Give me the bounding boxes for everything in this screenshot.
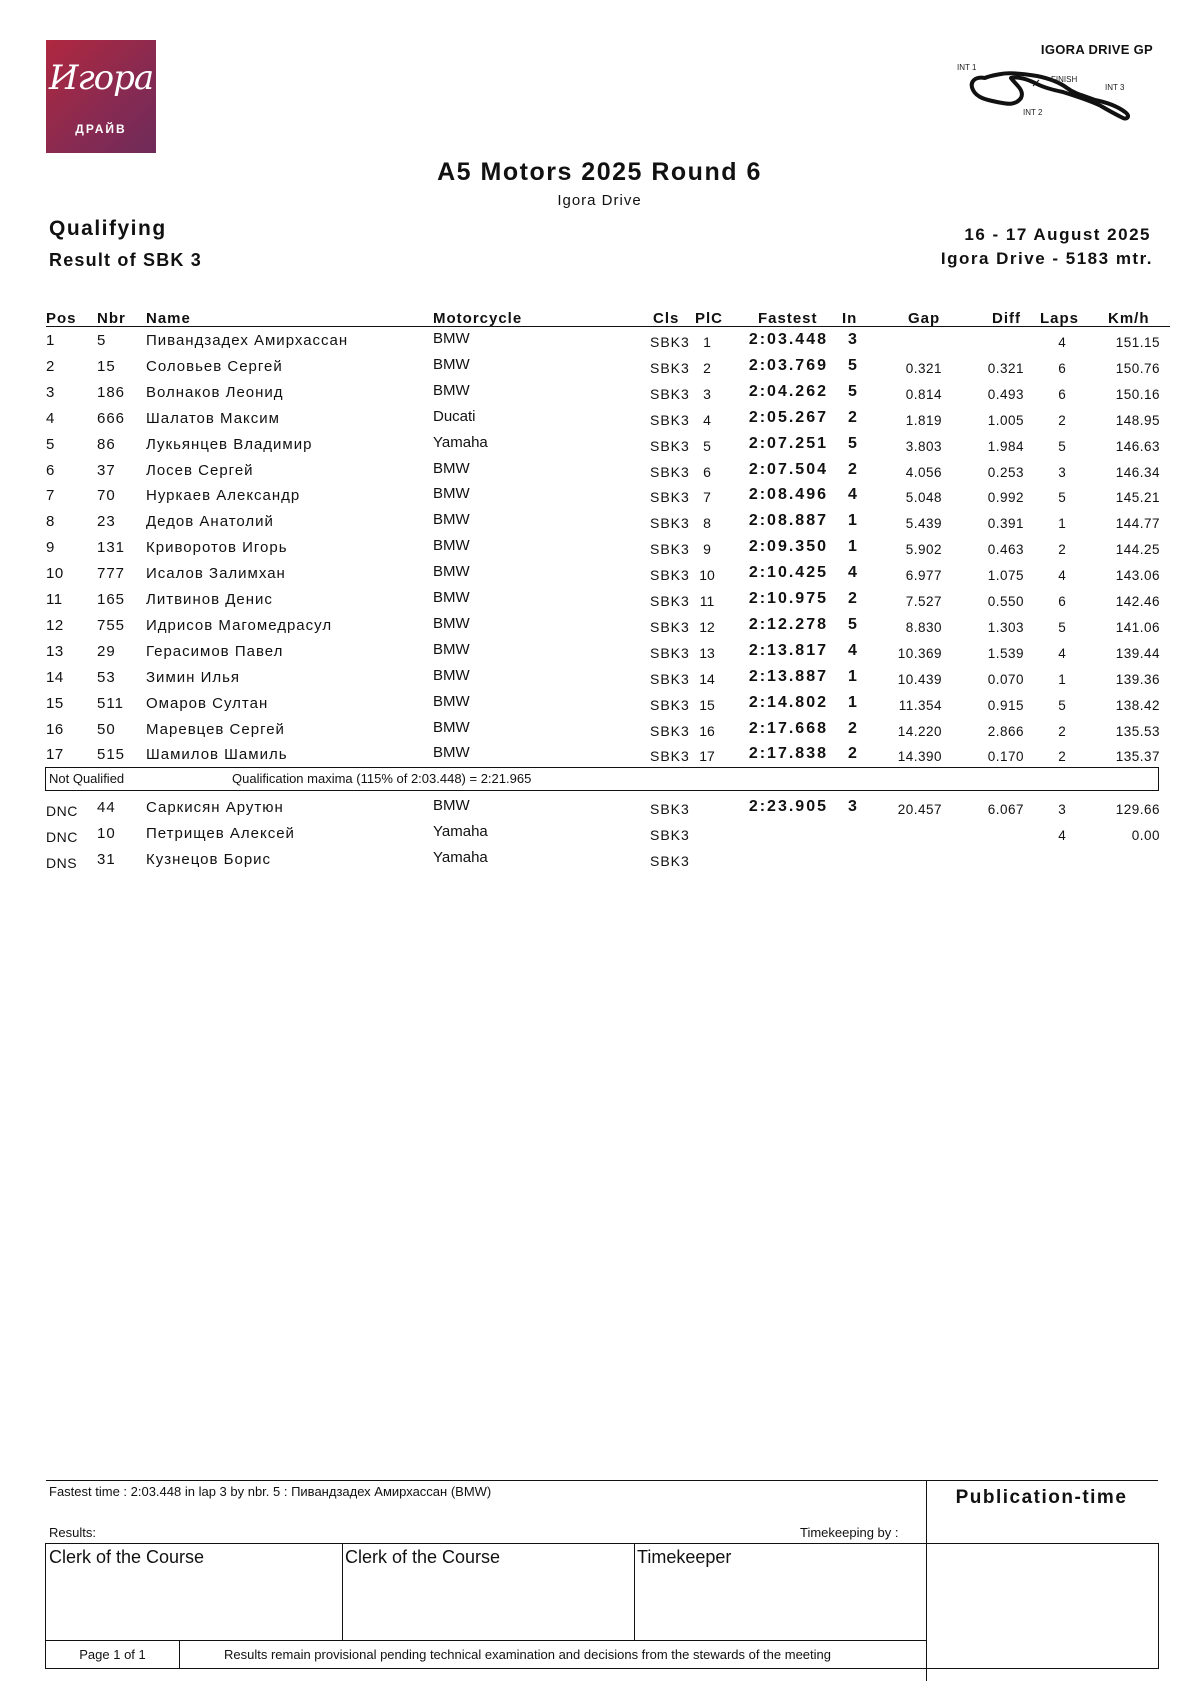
number-cell: 37	[97, 461, 116, 479]
class-place-cell: 10	[699, 567, 715, 584]
gap-cell: 14.220	[897, 723, 942, 739]
class-cell: SBK3	[650, 489, 690, 506]
diff-cell: 0.550	[987, 594, 1024, 609]
class-cell: SBK3	[650, 748, 690, 765]
laps-cell: 1	[1058, 516, 1066, 532]
fastest-lap-cell: 2:09.350	[748, 538, 828, 556]
gap-cell: 3.803	[905, 438, 942, 454]
fastest-lap-cell: 2:08.496	[748, 486, 828, 504]
gap-cell: 0.814	[905, 386, 942, 402]
rider-name-cell: Литвинов Денис	[146, 591, 273, 608]
fastest-lap-number-cell: 4	[848, 641, 857, 659]
fastest-lap-cell: 2:17.838	[748, 745, 828, 763]
laps-cell: 6	[1058, 360, 1066, 376]
header-divider	[46, 326, 1170, 327]
speed-cell: 146.63	[1115, 438, 1160, 454]
fastest-lap-cell: 2:04.262	[748, 382, 828, 400]
motorcycle-cell: BMW	[433, 614, 470, 632]
position-cell: 2	[46, 357, 55, 375]
motorcycle-cell: Yamaha	[433, 433, 488, 451]
table-row	[0, 641, 1199, 667]
page-number: Page 1 of 1	[46, 1641, 180, 1669]
position-cell: 12	[46, 616, 64, 634]
table-row	[0, 693, 1199, 719]
class-place-cell: 11	[699, 593, 715, 609]
logo-script-text: Игора	[48, 58, 154, 98]
table-row	[0, 797, 1199, 823]
motorcycle-cell: BMW	[433, 330, 470, 347]
timekeeping-label: Timekeeping by :	[800, 1525, 899, 1540]
diff-cell: 0.992	[987, 490, 1024, 506]
rider-name-cell: Исалов Залимхан	[146, 565, 286, 583]
speed-cell: 129.66	[1115, 802, 1160, 817]
diff-cell: 0.391	[987, 516, 1024, 532]
gap-cell: 8.830	[905, 619, 942, 635]
fastest-lap-number-cell: 4	[848, 564, 857, 582]
motorcycle-cell: BMW	[433, 666, 470, 684]
column-header-diff: Diff	[992, 310, 1021, 327]
rider-name-cell: Криворотов Игорь	[146, 539, 288, 557]
table-row	[0, 511, 1199, 537]
fastest-lap-number-cell: 5	[848, 382, 857, 400]
number-cell: 10	[97, 824, 116, 842]
motorcycle-cell: BMW	[433, 355, 470, 373]
track-map-title: IGORA DRIVE GP	[1040, 42, 1153, 57]
gap-cell: 5.048	[905, 490, 942, 506]
motorcycle-cell: BMW	[433, 589, 470, 606]
speed-cell: 145.21	[1115, 490, 1160, 506]
laps-cell: 4	[1058, 335, 1066, 350]
laps-cell: 5	[1058, 490, 1066, 506]
laps-cell: 2	[1058, 542, 1066, 558]
fastest-lap-cell: 2:13.817	[748, 641, 828, 659]
diff-cell: 2.866	[987, 723, 1024, 739]
rider-name-cell: Лосев Сергей	[146, 461, 254, 479]
fastest-lap-number-cell: 2	[848, 719, 857, 737]
speed-cell: 139.44	[1115, 645, 1160, 661]
rider-name-cell: Идрисов Магомедрасул	[146, 616, 333, 634]
table-row	[0, 382, 1199, 408]
gap-cell: 4.056	[905, 464, 942, 480]
laps-cell: 1	[1058, 671, 1066, 687]
diff-cell: 1.984	[987, 438, 1024, 454]
fastest-lap-number-cell: 5	[848, 615, 857, 633]
fastest-lap-cell: 2:13.887	[748, 667, 828, 685]
diff-cell: 0.070	[987, 671, 1024, 687]
number-cell: 29	[97, 642, 116, 660]
table-row	[0, 667, 1199, 693]
class-cell: SBK3	[650, 852, 690, 869]
gap-cell: 1.819	[905, 412, 942, 428]
rider-name-cell: Петрищев Алексей	[146, 824, 295, 842]
not-qualified-bar	[45, 767, 1159, 791]
fastest-lap-cell: 2:10.425	[748, 564, 828, 582]
position-cell: 16	[46, 720, 64, 738]
motorcycle-cell: Yamaha	[433, 848, 488, 866]
class-cell: SBK3	[650, 722, 690, 739]
fastest-lap-cell: 2:14.802	[748, 693, 828, 711]
position-cell: 11	[46, 591, 63, 608]
laps-cell: 2	[1058, 749, 1066, 765]
class-place-cell: 15	[699, 696, 715, 713]
column-header-nbr: Nbr	[97, 310, 126, 327]
fastest-lap-number-cell: 2	[848, 460, 857, 478]
rider-name-cell: Шалатов Максим	[146, 409, 280, 427]
rider-name-cell: Пивандзадех Амирхассан	[146, 332, 349, 349]
table-row	[0, 589, 1199, 615]
number-cell: 186	[97, 383, 126, 401]
rider-name-cell: Герасимов Павел	[146, 642, 284, 660]
fastest-lap-cell: 2:08.887	[748, 512, 828, 530]
track-label-int1: INT 1	[957, 63, 977, 72]
diff-cell: 0.321	[987, 360, 1024, 376]
speed-cell: 148.95	[1115, 412, 1160, 428]
number-cell: 50	[97, 720, 116, 738]
class-cell: SBK3	[650, 437, 690, 454]
table-row	[0, 849, 1199, 875]
column-header-cls: Cls	[653, 310, 680, 327]
class-cell: SBK3	[650, 644, 690, 661]
track-label-int3: INT 3	[1105, 83, 1125, 92]
speed-cell: 138.42	[1115, 697, 1160, 713]
position-cell: DNC	[46, 828, 78, 845]
motorcycle-cell: BMW	[433, 744, 470, 762]
rider-name-cell: Нуркаев Александр	[146, 487, 301, 505]
class-cell: SBK3	[650, 463, 690, 480]
fastest-lap-cell: 2:05.267	[748, 408, 828, 426]
table-row	[0, 485, 1199, 511]
fastest-lap-number-cell: 3	[848, 331, 857, 348]
fastest-lap-number-cell: 2	[848, 408, 857, 426]
class-cell: SBK3	[650, 618, 690, 635]
speed-cell: 150.76	[1115, 360, 1160, 376]
table-row	[0, 330, 1199, 356]
signature-cell-clerk-2	[342, 1544, 635, 1640]
speed-cell: 150.16	[1115, 386, 1160, 402]
rider-name-cell: Омаров Султан	[146, 694, 269, 712]
number-cell: 15	[97, 357, 116, 375]
column-header-name: Name	[146, 310, 191, 327]
diff-cell: 1.303	[987, 619, 1024, 635]
position-cell: 1	[46, 332, 55, 349]
number-cell: 755	[97, 616, 126, 634]
column-header-pos: Pos	[46, 310, 77, 327]
column-header-motorcycle: Motorcycle	[433, 310, 523, 327]
class-place-cell: 3	[703, 385, 711, 402]
event-title: A5 Motors 2025 Round 6	[437, 158, 762, 186]
laps-cell: 2	[1058, 412, 1066, 428]
laps-cell: 5	[1058, 438, 1066, 454]
motorcycle-cell: BMW	[433, 381, 470, 399]
organizer-logo	[46, 40, 156, 153]
class-place-cell: 6	[703, 463, 711, 480]
table-row	[0, 615, 1199, 641]
motorcycle-cell: Ducati	[433, 407, 476, 425]
diff-cell: 6.067	[987, 802, 1024, 817]
number-cell: 511	[97, 694, 124, 712]
class-place-cell: 1	[703, 334, 711, 350]
gap-cell: 11.354	[898, 697, 942, 713]
speed-cell: 144.25	[1115, 542, 1160, 558]
footer-bottom-row	[46, 1640, 926, 1669]
motorcycle-cell: BMW	[433, 718, 470, 736]
class-place-cell: 2	[703, 359, 711, 376]
gap-cell: 10.439	[897, 671, 942, 687]
position-cell: 7	[46, 487, 55, 505]
table-row	[0, 408, 1199, 434]
speed-cell: 144.77	[1115, 516, 1160, 532]
motorcycle-cell: BMW	[433, 485, 470, 503]
motorcycle-cell: BMW	[433, 797, 470, 814]
class-place-cell: 4	[703, 411, 711, 428]
diff-cell: 0.915	[987, 697, 1024, 713]
class-place-cell: 14	[699, 670, 715, 687]
laps-cell: 3	[1058, 802, 1066, 817]
position-cell: DNS	[46, 854, 78, 871]
laps-cell: 6	[1058, 386, 1066, 402]
motorcycle-cell: BMW	[433, 537, 470, 555]
fastest-lap-number-cell: 1	[848, 667, 857, 685]
motorcycle-cell: BMW	[433, 511, 470, 529]
rider-name-cell: Кузнецов Борис	[146, 850, 272, 868]
rider-name-cell: Маревцев Сергей	[146, 720, 285, 738]
class-cell: SBK3	[650, 696, 690, 713]
number-cell: 165	[97, 591, 126, 608]
number-cell: 53	[97, 668, 116, 686]
fastest-lap-cell: 2:12.278	[748, 615, 828, 633]
signature-box	[45, 1543, 1159, 1669]
provisional-disclaimer: Results remain provisional pending technical examination and decisions from the stewards of the meeting	[224, 1647, 831, 1662]
position-cell: 8	[46, 513, 55, 531]
class-cell: SBK3	[650, 334, 690, 350]
laps-cell: 4	[1058, 568, 1066, 584]
rider-name-cell: Лукьянцев Владимир	[146, 435, 313, 453]
fastest-lap-number-cell: 5	[848, 434, 857, 452]
column-header-fastest: Fastest	[758, 310, 818, 327]
class-place-cell: 16	[699, 722, 715, 739]
laps-cell: 4	[1058, 827, 1066, 843]
class-place-cell: 9	[703, 541, 711, 558]
fastest-time-note: Fastest time : 2:03.448 in lap 3 by nbr. 5 : Пивандзадех Амирхассан (BMW)	[49, 1484, 492, 1499]
rider-name-cell: Волнаков Леонид	[146, 383, 284, 401]
laps-cell: 4	[1058, 645, 1066, 661]
signature-cell-timekeeper	[634, 1544, 927, 1640]
footer-divider	[46, 1480, 926, 1481]
fastest-lap-cell: 2:07.251	[748, 434, 828, 452]
speed-cell: 142.46	[1115, 594, 1160, 609]
class-place-cell: 17	[699, 748, 715, 765]
laps-cell: 3	[1058, 464, 1066, 480]
motorcycle-cell: BMW	[433, 692, 470, 710]
rider-name-cell: Шамилов Шамиль	[146, 746, 288, 764]
number-cell: 777	[97, 565, 126, 583]
diff-cell: 0.253	[987, 464, 1024, 480]
class-place-cell: 8	[703, 515, 711, 532]
track-map-icon	[955, 60, 1155, 140]
position-cell: 14	[46, 668, 64, 686]
track-label-finish: FINISH	[1051, 75, 1078, 84]
class-cell: SBK3	[650, 541, 690, 558]
number-cell: 86	[97, 435, 116, 453]
track-label-int2: INT 2	[1023, 108, 1043, 117]
speed-cell: 141.06	[1115, 619, 1160, 635]
number-cell: 5	[97, 332, 107, 349]
table-row	[0, 434, 1199, 460]
position-cell: 13	[46, 642, 64, 660]
fastest-lap-number-cell: 5	[848, 356, 857, 374]
number-cell: 131	[97, 539, 126, 557]
fastest-lap-number-cell: 1	[848, 538, 857, 556]
table-row	[0, 537, 1199, 563]
column-header-laps: Laps	[1040, 310, 1080, 327]
diff-cell: 0.463	[987, 542, 1024, 558]
diff-cell: 1.075	[987, 568, 1024, 584]
gap-cell: 5.439	[905, 516, 942, 532]
number-cell: 515	[97, 746, 126, 764]
gap-cell: 7.527	[905, 594, 942, 609]
class-cell: SBK3	[650, 826, 690, 843]
qualification-maxima-note: Qualification maxima (115% of 2:03.448) = 2:21.965	[232, 771, 532, 786]
class-cell: SBK3	[650, 411, 690, 428]
signature-label: Clerk of the Course	[345, 1547, 501, 1567]
number-cell: 666	[97, 409, 126, 427]
position-cell: 9	[46, 539, 55, 557]
speed-cell: 146.34	[1115, 464, 1160, 480]
class-place-cell: 13	[699, 644, 715, 661]
results-label: Results:	[49, 1525, 96, 1540]
rider-name-cell: Соловьев Сергей	[146, 357, 283, 375]
signature-label: Timekeeper	[637, 1547, 732, 1567]
table-row	[0, 460, 1199, 486]
speed-cell: 135.37	[1115, 749, 1160, 765]
signature-label: Clerk of the Course	[49, 1547, 205, 1567]
table-row	[0, 823, 1199, 849]
position-cell: 6	[46, 461, 55, 479]
event-venue: Igora Drive	[557, 192, 642, 209]
class-place-cell: 12	[699, 618, 715, 635]
gap-cell: 10.369	[897, 645, 942, 661]
gap-cell: 6.977	[905, 568, 942, 584]
publication-time-label: Publication-time	[955, 1487, 1128, 1508]
fastest-lap-cell: 2:10.975	[748, 590, 828, 607]
class-cell: SBK3	[650, 670, 690, 687]
speed-cell: 0.00	[1131, 827, 1160, 843]
class-cell: SBK3	[650, 385, 690, 402]
number-cell: 70	[97, 487, 116, 505]
fastest-lap-cell: 2:07.504	[748, 460, 828, 478]
speed-cell: 151.15	[1115, 335, 1160, 350]
diff-cell: 0.493	[987, 386, 1024, 402]
signature-cell-clerk-1	[46, 1544, 343, 1640]
gap-cell: 5.902	[905, 542, 942, 558]
rider-name-cell: Зимин Илья	[146, 668, 241, 686]
session-result-title: Result of SBK 3	[49, 250, 203, 270]
fastest-lap-number-cell: 2	[848, 745, 857, 763]
diff-cell: 1.005	[987, 412, 1024, 428]
laps-cell: 2	[1058, 723, 1066, 739]
class-cell: SBK3	[650, 593, 690, 609]
fastest-lap-number-cell: 1	[848, 512, 857, 530]
gap-cell: 20.457	[897, 802, 942, 817]
fastest-lap-number-cell: 4	[848, 486, 857, 504]
speed-cell: 139.36	[1115, 671, 1160, 687]
motorcycle-cell: BMW	[433, 563, 470, 581]
column-header-gap: Gap	[908, 310, 941, 327]
column-header-kmh: Km/h	[1108, 310, 1150, 327]
number-cell: 44	[97, 799, 116, 816]
position-cell: 4	[46, 409, 55, 427]
session-title: Qualifying	[49, 217, 167, 240]
diff-cell: 0.170	[987, 749, 1024, 765]
laps-cell: 6	[1058, 594, 1066, 609]
position-cell: 10	[46, 565, 64, 583]
rider-name-cell: Саркисян Арутюн	[146, 799, 284, 816]
table-row	[0, 563, 1199, 589]
column-header-plc: PlC	[695, 310, 724, 327]
gap-cell: 0.321	[905, 360, 942, 376]
class-cell: SBK3	[650, 515, 690, 532]
class-cell: SBK3	[650, 801, 690, 817]
position-cell: 5	[46, 435, 55, 453]
laps-cell: 5	[1058, 697, 1066, 713]
fastest-lap-cell: 2:03.769	[748, 356, 828, 374]
class-cell: SBK3	[650, 567, 690, 584]
fastest-lap-cell: 2:23.905	[748, 798, 828, 815]
class-cell: SBK3	[650, 359, 690, 376]
position-cell: DNC	[46, 803, 78, 819]
class-place-cell: 7	[703, 489, 711, 506]
position-cell: 17	[46, 746, 64, 764]
fastest-lap-cell: 2:03.448	[748, 331, 828, 348]
number-cell: 23	[97, 513, 116, 531]
class-place-cell: 5	[703, 437, 711, 454]
speed-cell: 143.06	[1115, 568, 1160, 584]
logo-sub-text: ДРАЙВ	[75, 122, 127, 136]
event-track-length: Igora Drive - 5183 mtr.	[940, 249, 1153, 268]
fastest-lap-number-cell: 3	[848, 798, 857, 815]
motorcycle-cell: BMW	[433, 640, 470, 658]
position-cell: 3	[46, 383, 55, 401]
motorcycle-cell: Yamaha	[433, 822, 488, 840]
fastest-lap-number-cell: 1	[848, 693, 857, 711]
not-qualified-label: Not Qualified	[49, 771, 125, 786]
motorcycle-cell: BMW	[433, 459, 470, 477]
speed-cell: 135.53	[1115, 723, 1160, 739]
gap-cell: 14.390	[897, 749, 942, 765]
event-dates: 16 - 17 August 2025	[964, 225, 1151, 244]
diff-cell: 1.539	[987, 645, 1024, 661]
fastest-lap-number-cell: 2	[848, 590, 857, 607]
number-cell: 31	[97, 850, 116, 868]
fastest-lap-cell: 2:17.668	[748, 719, 828, 737]
column-header-in: In	[842, 310, 858, 327]
table-row	[0, 719, 1199, 745]
rider-name-cell: Дедов Анатолий	[146, 513, 274, 531]
table-row	[0, 356, 1199, 382]
laps-cell: 5	[1058, 619, 1066, 635]
position-cell: 15	[46, 694, 64, 712]
